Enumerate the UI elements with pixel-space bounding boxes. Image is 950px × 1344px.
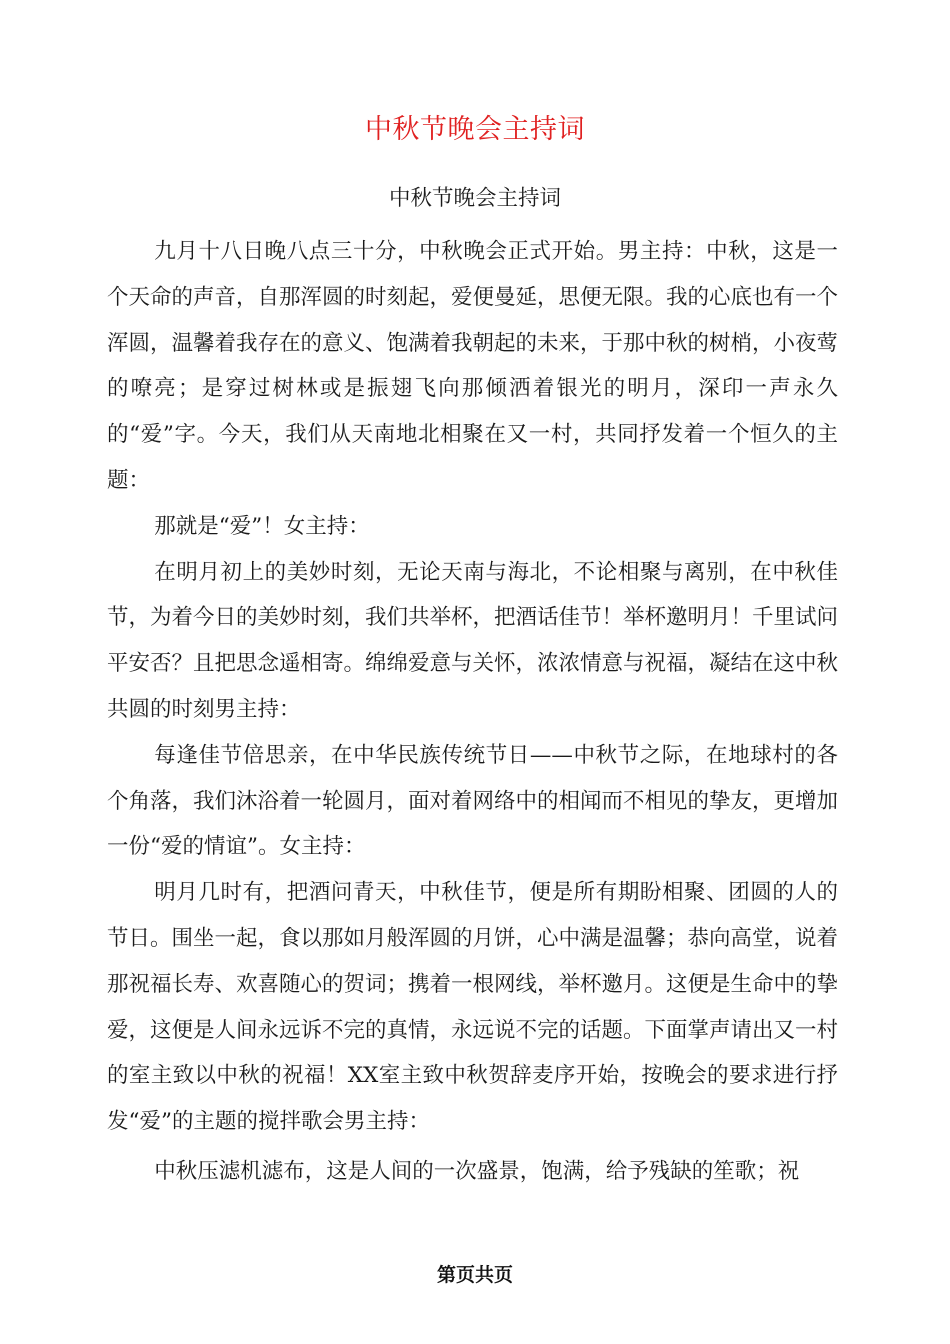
paragraph: 每逢佳节倍思亲，在中华民族传统节日——中秋节之际，在地球村的各个角落，我们沐浴着一轮圆月，面对着网络中的相闻而不相见的挚友，更增加一份“爱的情谊”。女主持： bbox=[107, 742, 839, 860]
paragraph: 中秋压滤机滤布，这是人间的一次盛景，饱满，给予残缺的笙歌；祝 bbox=[154, 1158, 800, 1184]
document-body bbox=[107, 229, 838, 1195]
page-footer: 第页共页 bbox=[436, 1264, 513, 1286]
paragraph: 那就是“爱”！女主持： bbox=[154, 513, 370, 539]
paragraph: 九月十八日晚八点三十分，中秋晚会正式开始。男主持：中秋，这是一个天命的声音，自那浑圆的时刻起，爱便曼延，思便无限。我的心底也有一个浑圆，温馨着我存在的意义、饱满着我朝起的未来，于那中秋的树梢，小夜莺的嘹亮；是穿过树林或是振翅飞向那倾洒着银光的明月，深印一声永久的“爱”字。今天，我们从天南地北相聚在又一村，共同抒发着一个恒久的主题： bbox=[107, 239, 839, 493]
paragraph: 明月几时有，把酒问青天，中秋佳节，便是所有期盼相聚、团圆的人的节日。围坐一起，食以那如月般浑圆的月饼，心中满是温馨；恭向高堂，说着那祝福长寿、欢喜随心的贺词；携着一根网线，举杯邀月。这便是生命中的挚爱，这便是人间永远诉不完的真情，永远说不完的话题。下面掌声请出又一村的室主致以中秋的祝福！XX室主致中秋贺辞麦序开始，按晚会的要求进行抒发“爱”的主题的搅拌歌会男主持： bbox=[107, 880, 839, 1135]
document-title: 中秋节晚会主持词 bbox=[365, 114, 585, 145]
document-subtitle: 中秋节晚会主持词 bbox=[388, 186, 561, 211]
paragraph: 在明月初上的美妙时刻，无论天南与海北，不论相聚与离别，在中秋佳节，为着今日的美妙时刻，我们共举杯，把酒话佳节！举杯邀明月！千里试问平安否？且把思念遥相寄。绵绵爱意与关怀，浓浓情意与祝福，凝结在这中秋共圆的时刻男主持： bbox=[107, 559, 839, 722]
